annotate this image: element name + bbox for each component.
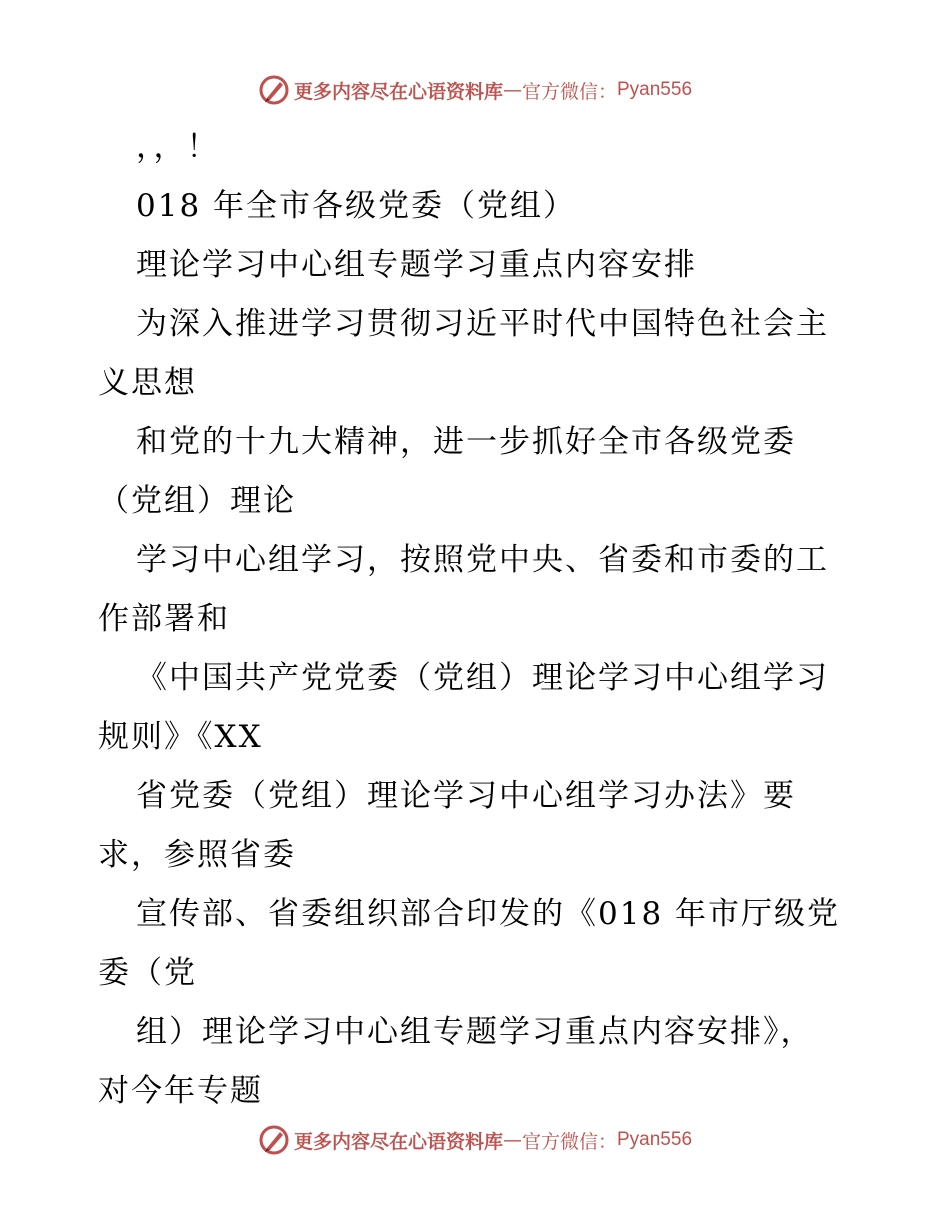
text-line: 018 年全市各级党委（党组） [136, 188, 577, 224]
banner-dash: — [502, 1129, 522, 1151]
pen-logo-icon [258, 74, 290, 106]
text-line: ，，！ [136, 129, 220, 165]
document-body [98, 118, 858, 1121]
text-line: 理论学习中心组专题学习重点内容安排 [136, 247, 697, 283]
text-line: 和党的十九大精神，进一步抓好全市各级党委 [136, 424, 796, 460]
text-line: 作部署和 [98, 601, 230, 637]
text-line: 规则》《XX [98, 719, 263, 755]
text-line: 省党委（党组）理论学习中心组学习办法》要 [136, 778, 796, 814]
text-line: （党组）理论 [98, 483, 296, 519]
banner-dash: — [502, 79, 522, 101]
pen-logo-icon [258, 1124, 290, 1156]
text-line: 委（党 [98, 955, 197, 991]
text-line: 为深入推进学习贯彻习近平时代中国特色社会主 [136, 306, 829, 342]
text-line: 求，参照省委 [98, 837, 296, 873]
text-line: 义思想 [98, 365, 197, 401]
banner-title: 更多内容尽在心语资料库 [293, 80, 503, 103]
text-line: 宣传部、省委组织部合印发的《018 年市厅级党 [136, 896, 841, 932]
banner-title: 更多内容尽在心语资料库 [293, 1130, 503, 1153]
text-line: 组）理论学习中心组专题学习重点内容安排》， [136, 1014, 814, 1050]
footer-banner [0, 1120, 950, 1160]
banner-contact-id: Pyan556 [617, 79, 693, 100]
banner-contact-id: Pyan556 [617, 1129, 693, 1150]
banner-contact-label: 官方微信： [521, 80, 617, 103]
header-banner [0, 70, 950, 110]
text-line: 对今年专题 [98, 1073, 263, 1109]
text-line: 《中国共产党党委（党组）理论学习中心组学习 [136, 660, 829, 696]
banner-contact-label: 官方微信： [521, 1130, 617, 1153]
text-line: 学习中心组学习，按照党中央、省委和市委的工 [136, 542, 829, 578]
